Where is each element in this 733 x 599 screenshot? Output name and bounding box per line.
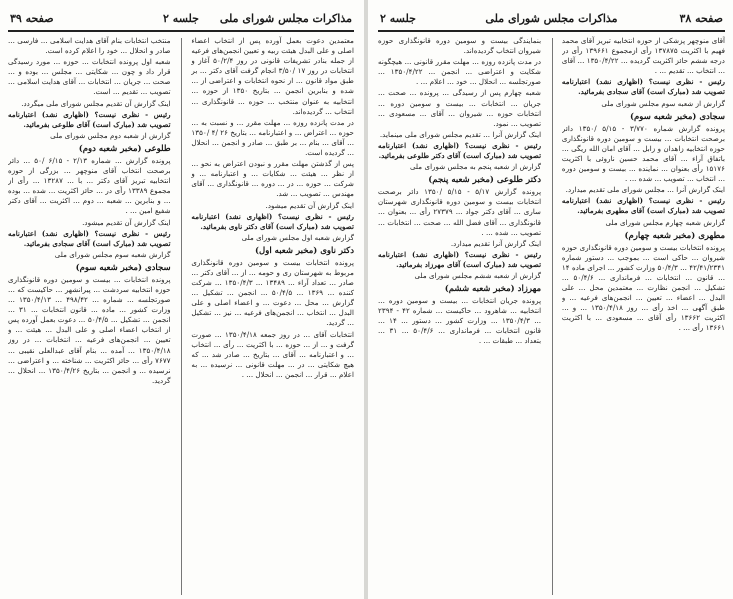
- column-divider: [552, 38, 553, 595]
- report-heading: گزارش شعبه چهارم مجلس شورای ملی: [605, 217, 725, 227]
- report-heading: گزارش شعبه سوم مجلس شورای ملی: [54, 249, 171, 259]
- report-heading: گزارش از شعبه ششم مجلس شورای ملی: [414, 270, 542, 280]
- page-header: [8, 8, 354, 32]
- paragraph: پرونده انتخابات بیست و سومین دوره قانونگذاری مربوط به شهرستان ری و حومه ... از ... آقای دکتر ... صادر ... تعداد آراء ... ۱۳۴۸۹ ... ۱۳۵۰/۴/۳ ... شرکت کننده ... ۱۳۶۹ ... ۵۰/۴/۵ ... انجمن ... تشکیل ... گزارش ... محل ... دعوت ... و اعضاء اصلی و علی البدل ... انتخاب ... انجمن‌های فرعیه ... نیز ... تشکیل ... گردید.: [191, 257, 354, 328]
- session-label: جلسه ۲: [380, 12, 416, 25]
- paragraph: پرونده انتخابات بیست و سومین دوره قانونگذاری حوزه شیروان ... حاکی است ... بموجب ... دستور شماره ۴۲/۴۱/۲۳۴۱ ... ۵۰/۴/۳ وزارت کشور ... اجرای ماده ۱۴ ... قانون ... انتخابات ... فرمانداری ... ۵۰/۴/۶ ... تشکیل ... انجمن نظارت ... معتمدین محل ... علی البدل ... اعضاء ... تعیین ... انجمن‌های فرعیه ... و طبق آگهی ... اخذ رأی ... روز ۱۳۵۰/۴/۱۸ ... و ... اکثریت ۱۳۶۶۲ رأی آقای ... مسعودی ... با اکثریت ۱۳۶۶۱ رأی ... .: [561, 242, 725, 333]
- vote-statement: رئیس - نظری نیست؟ (اظهاری نشد) اعتبارنامه تصویب شد (مبارک است) آقای طلوعی بفرمائید.: [8, 109, 171, 129]
- paragraph: در مدت پانزده روزه ... مهلت مقرر قانونی ... هیچگونه شکایت و اعتراضی ... انجمن ... ۱۳۵۰/۴/۲۲ ... صورتجلسه ... انحلال ... خود ... اعلام ... .: [378, 57, 542, 87]
- paragraph: آقای منوچهر پزشکی از حوزه انتخابیه تبریز آقای محمد فهیم با اکثریت ۱۳۷۸۷۵ رأی ازمجموع ۱۳۹۶۶۱ رأی در درجه ششم حائز اکثریت گردیده ... ۱۳۵۰/۴/۲۲ ... آقای ... انتخاب ... تقدیم ... .: [561, 36, 725, 76]
- running-title: مذاکرات مجلس شورای ملی: [219, 12, 352, 25]
- page-right: [370, 0, 733, 599]
- report-heading: گزارش از شعبه سوم مجلس شورای ملی: [601, 98, 725, 108]
- page-number: صفحه ۳۸: [679, 12, 723, 25]
- session-label: جلسه ۲: [163, 12, 199, 25]
- paragraph: اینک گزارش آنرا ... تقدیم مجلس شورای ملی مینماید.: [379, 129, 542, 139]
- paragraph: اینک گزارش آن تقدیم میشود.: [82, 217, 171, 227]
- report-heading: گزارش شعبه اول مجلس شورای ملی: [241, 232, 354, 242]
- vote-statement: رئیس - نظری نیست؟ (اظهاری نشد) اعتبارنامه تصویب شد (مبارک است) آقای دکتر ناوی بفرمائید.: [191, 211, 354, 231]
- paragraph: اینک گزارش آنرا تقدیم میدارد.: [450, 238, 542, 248]
- page-header: [378, 8, 725, 32]
- column-right: [191, 36, 354, 595]
- paragraph: پرونده گزارش ... شماره ۲/۱۳ - ۶/۱۵ /۵۰ ... دائر برصحت انتخاب آقای منوچهر ... بزرگی از حوزه انتخابیه تبریز آقای دکتر ... با ... ۱۳۲۸۷ ... رأی از مجموع ۱۳۳۸۹ رأی در ... حائز اکثریت ... شده ... بوده ... و بنابرین ... شعبه ... دوم ... اکثریت ... آقای دکتر شفیع امین ... .: [8, 155, 171, 216]
- speaker-heading: دکتر طلوعی (مخبر شعبه پنجم): [428, 175, 542, 186]
- paragraph: پرونده جریان انتخابات ... بیست و سومین دوره ... انتخابیه ... شاهرود ... حاکیست ... شماره ۴۲ - ۲۳۹۴ ... ۱۳۵۰/۴/۳ ... وزارت کشور ... دستور ... ۱۴ ... قانون انتخابات ... فرمانداری ... ۵۰/۴/۶ ... ۳۱ ... بتعداد ... طبقات ... .: [378, 296, 542, 346]
- paragraph: منتخب انتخابات بنام آقای هدایت اسلامی ... فارسی ... صادر و انحلال ... خود را اعلام کرده است.: [8, 36, 171, 56]
- paragraph: اینک گزارش آن تقدیم میشود.: [265, 200, 354, 210]
- column-left: [378, 36, 541, 595]
- paragraph: اینک گزارش آنرا ... مجلس شورای ملی تقدیم میدارد.: [565, 185, 725, 195]
- paragraph: در مدت پانزده روزه ... مهلت مقرر ... و نسبت به ... حوزه ... اعتراض ... و اعتبارنامه ... بتاریخ ۲۶ /۴ /۱۳۵۰ ... آقای ... بنام ... بر طبق ... صادر و انجمن ... انحلال ... گردیده است.: [191, 117, 354, 158]
- text-columns: [378, 36, 725, 595]
- vote-statement: رئیس - نظری نیست؟ (اظهاری نشد) اعتبارنامه تصویب شد (مبارک است) آقای سجادی بفرمائید.: [561, 77, 725, 97]
- vote-statement: رئیس - نظری نیست؟ (اظهاری نشد) اعتبارنامه تصویب شد (مبارک است) آقای سجادی بفرمائید.: [8, 228, 171, 248]
- column-left: [8, 36, 171, 595]
- paragraph: معتمدین دعوت بعمل آورده پس از انتخاب اعضاء اصلی و علی البدل هیئت ربیه و تعیین انجمن‌های فرعیه از جمله بنادر تشریفات قانونی در روز ۵۰/۲/۴ آغاز و انتخابات در روز ۱۷ /۳/۵۰ انجام گرفت آقای دکتر ... بر طبق مواد قانون ... از نحوه انتخابات و اعتراضی از ... شده و بنابرین انجمن ... بتاریخ ۱۳۵۰ از حوزه ... انتخابیه به عنوان منتخب ... حوزه ... قانونگذاری ... انتخاب ... گردیده‌اند.: [191, 36, 354, 116]
- speaker-heading: سجادی (مخبر شعبه سوم): [630, 111, 725, 122]
- vote-statement: رئیس - نظری نیست؟ (اظهاری نشد) اعتبارنامه تصویب شد (مبارک است) آقای دکتر طلوعی بفرمائید.: [378, 140, 542, 161]
- vote-statement: رئیس - نظری نیست؟ (اظهاری نشد) اعتبارنامه تصویب شد (مبارک است) آقای مطهری بفرمائید.: [561, 196, 725, 216]
- speaker-heading: سجادی (مخبر شعبه سوم): [75, 262, 171, 273]
- page-left: [0, 0, 362, 599]
- paragraph: انتخابات آقای ... در روز جمعه ۱۳۵۰/۴/۱۸ ... صورت گرفت و ... از ... حوزه ... با اکثریت ... رأی ... انتخاب ... و اعتبارنامه ... آقای ... بتاریخ ... صادر شد ... که هیچ شکایتی ... در ... مهلت قانونی ... نرسیده ... به اعلام ... قرار ... انجمن ... انحلال ... .: [191, 329, 354, 379]
- paragraph: پرونده گزارش ۵/۱۷ - ۵/۱۵ /۱۳۵۰ دائر برصحت انتخابات بیست و سومین دوره قانونگذاری شهرستان ساری ... آقای دکتر جواد ... ۲۷۳۷۹ رأی ... بعنوان ... قانونگذاری ... آقای فضل الله ... صحت ... انتخابات ... تصویب ... شده ... .: [378, 187, 542, 237]
- report-heading: گزارش از شعبه دوم مجلس شورای ملی: [50, 130, 171, 140]
- vote-statement: رئیس - نظری نیست؟ (اظهاری نشد) اعتبارنامه تصویب شد (مبارک است) آقای مهرزاد بفرمائید.: [378, 249, 542, 269]
- report-heading: گزارش از شعبه پنجم به مجلس شورای ملی: [409, 162, 542, 172]
- speaker-heading: طلوعی (مخبر شعبه دوم): [78, 143, 171, 154]
- paragraph: پس از گذشتن مهلت مقرر و نبودن اعتراض به نحو ... از نظر ... هیئت ... شکایات ... و اعتبارنامه ... و شرکت ... حوزه ... در ... دوره ... قانونگذاری ... آقای مهندس ... تصویب ... شد.: [191, 159, 354, 199]
- speaker-heading: مهرزاد (مخبر شعبه ششم): [444, 284, 542, 295]
- page-number: صفحه ۳۹: [10, 12, 54, 25]
- book-gutter: [364, 0, 368, 599]
- running-title: مذاکرات مجلس شورای ملی: [485, 12, 618, 25]
- text-columns: [8, 36, 354, 595]
- paragraph: پرونده گزارش شماره ۳/۷۷۰ - ۵/۱۵ /۱۳۵۰ دائر برصحت انتخابات ... بیست و سومین دوره قانونگذاری حوزه انتخابیه زاهدان و زابل ... آقای امان الله ریگی ... باتفاق آراء ... آقای محمد حسین ناروئی با اکثریت ۱۵۱۷۶ رأی بعنوان ... نماینده ... بیست و سومین دوره ... انتخاب ... تصویب ... شده ... .: [561, 123, 725, 184]
- speaker-heading: مطهری (مخبر شعبه چهارم): [624, 230, 725, 241]
- paragraph: بنمایندگی بیست و سومین دوره قانونگذاری حوزه شیروان انتخاب گردیده‌اند.: [378, 36, 542, 56]
- speaker-heading: دکتر ناوی (مخبر شعبه اول): [255, 245, 354, 256]
- paragraph: شعبه اول پرونده انتخابات ... حوزه ... مورد رسیدگی قرار داد و چون ... شکایتی ... مجلس ... بوده و ... صحت ... جریان ... انتخابات ... آقای هدایت اسلامی ... تصویب ... تقدیم ... است.: [8, 57, 171, 97]
- paragraph: شعبه چهارم پس از رسیدگی ... پرونده ... صحت ... جریان ... انتخابات ... بیست و سومین دوره ... انتخابات حوزه ... شیروان ... آقای ... مسعودی ... تصویب ... نمود.: [378, 88, 542, 128]
- paragraph: اینک گزارش آن تقدیم مجلس شورای ملی میگردد.: [21, 98, 171, 108]
- column-right: [562, 36, 725, 595]
- paragraph: پرونده انتخابات ... بیست و سومین دوره قانونگذاری حوزه انتخابیه سردشت ... پیرانشهر ... حاکیست که ... صورتجلسه ... شماره ... ۴۹۸/۴۲ ... ۱۳۵۰/۴/۱۳ ... وزارت کشور ... ماده ... قانون انتخابات ... ۳۱ ... انجمن ... تشکیل ... ۵۰/۴/۵ ... دعوت بعمل آورده پس از انتخاب اعضاء اصلی و علی البدل ... هیئت ... و تعیین ... انجمن‌های فرعیه ... انتخابات ... در روز ۱۳۵۰/۴/۱۸ ... آمده ... بنام آقای عبدالعلی نقیبی ... ۷۶۷۷ رأی ... حائز اکثریت ... شناخته ... و اعتراضی ... نرسیده ... و انجمن ... بتاریخ ۱۳۵۰/۴/۲۶ ... انحلال ... گردید.: [8, 274, 171, 385]
- column-divider: [181, 38, 182, 595]
